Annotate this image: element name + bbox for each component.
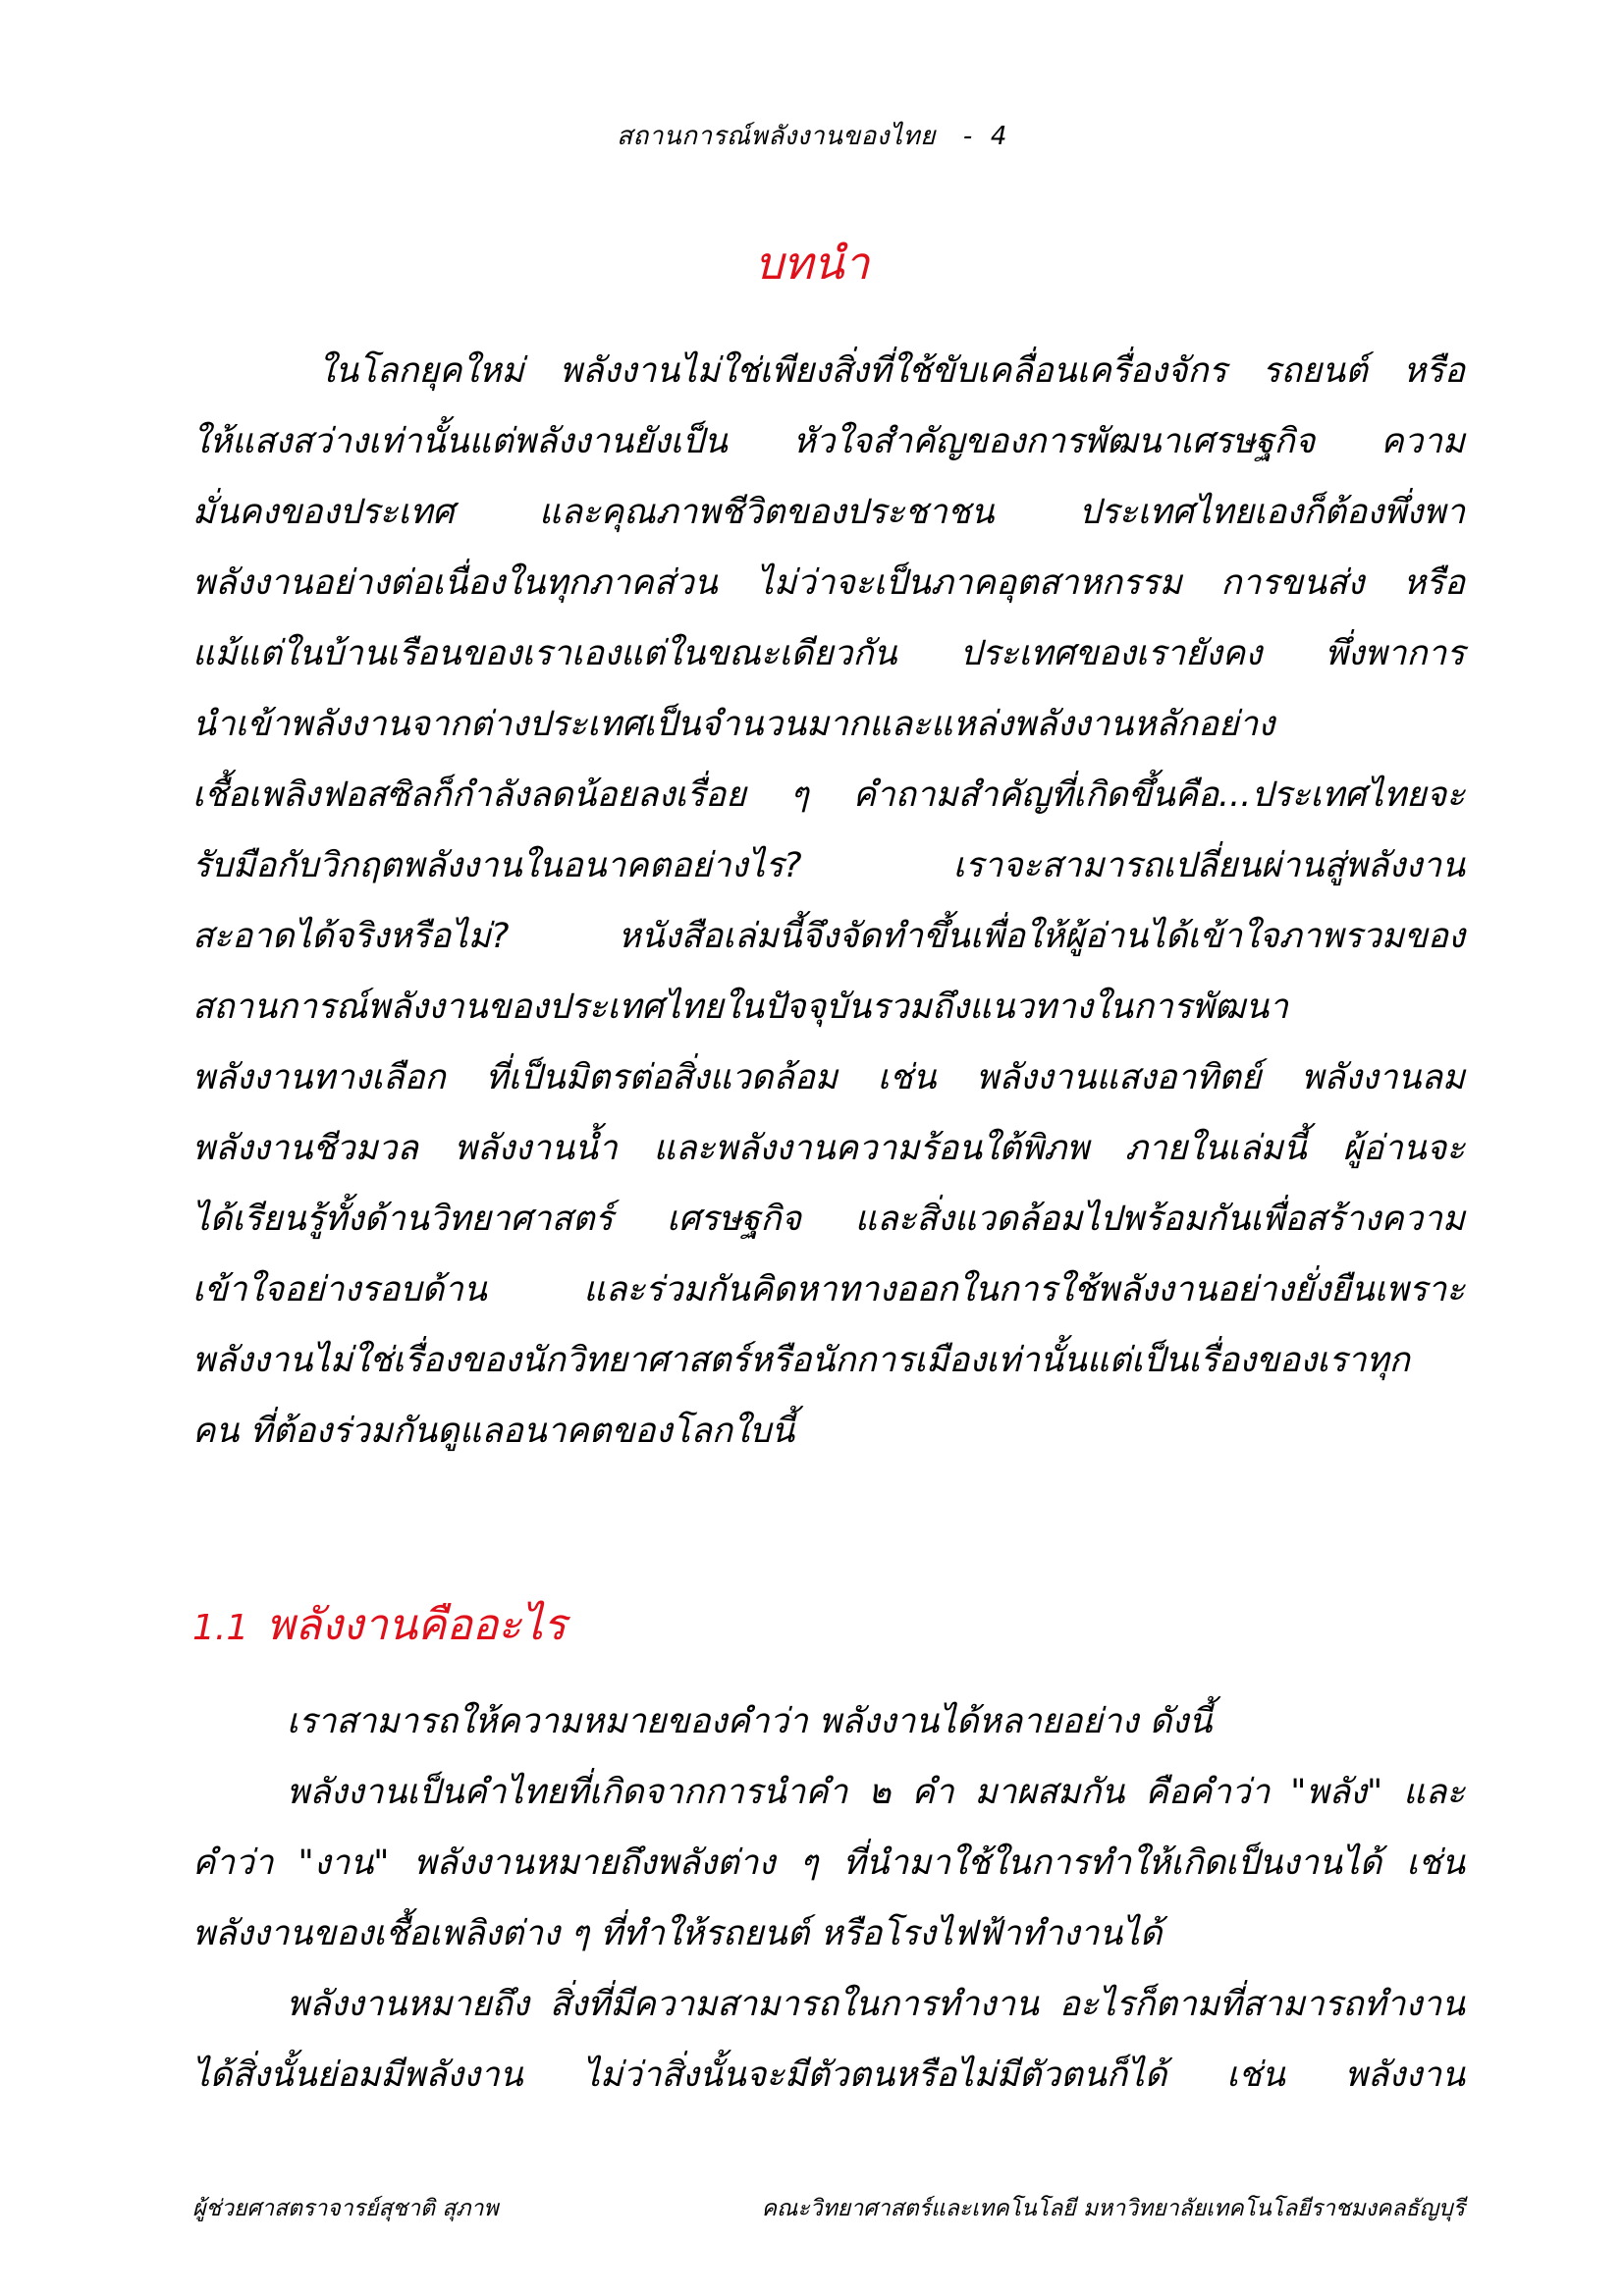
paragraph-line: ให้แสงสว่างเท่านั้นแต่พลังงานยังเป็น หัวใจสำคัญของการพัฒนาเศรษฐกิจ ความ: [192, 422, 1465, 461]
header-separator: -: [962, 122, 973, 151]
paragraph-line: พลังงานไม่ใช่เรื่องของนักวิทยาศาสตร์หรือนักการเมืองเท่านั้นแต่เป็นเรื่องของเราทุก: [192, 1341, 1410, 1380]
paragraph-line: เชื้อเพลิงฟอสซิลก็กำลังลดน้อยลงเรื่อย ๆ คำถามสำคัญที่เกิดขึ้นคือ...ประเทศไทยจะ: [192, 775, 1465, 815]
page-footer: [192, 2191, 1465, 2226]
paragraph-line: แม้แต่ในบ้านเรือนของเราเองแต่ในขณะเดียวกัน ประเทศของเรายังคง พึ่งพาการ: [192, 634, 1465, 673]
paragraph-line: พลังงานอย่างต่อเนื่องในทุกภาคส่วน ไม่ว่าจะเป็นภาคอุตสาหกรรม การขนส่ง หรือ: [192, 563, 1465, 603]
section-number: 1.1: [192, 1608, 249, 1648]
intro-paragraph: [192, 336, 1465, 1467]
paragraph-line: คน ที่ต้องร่วมกันดูแลอนาคตของโลกใบนี้: [192, 1412, 795, 1451]
paragraph-line: คำว่า "งาน" พลังงานหมายถึงพลังต่าง ๆ ที่นำมาใช้ในการทำให้เกิดเป็นงานได้ เช่น: [192, 1843, 1465, 1883]
paragraph-line: ได้สิ่งนั้นย่อมมีพลังงาน ไม่ว่าสิ่งนั้นจะมีตัวตนหรือไม่มีตัวตนก็ได้ เช่น พลังงาน: [192, 2056, 1465, 2095]
paragraph-line: นำเข้าพลังงานจากต่างประเทศเป็นจำนวนมากและแหล่งพลังงานหลักอย่าง: [192, 705, 1275, 744]
paragraph-line: พลังงานทางเลือก ที่เป็นมิตรต่อสิ่งแวดล้อม เช่น พลังงานแสงอาทิตย์ พลังงานลม: [192, 1058, 1465, 1097]
footer-affiliation: คณะวิทยาศาสตร์และเทคโนโลยี มหาวิทยาลัยเทคโนโลยีราชมงคลธัญบุรี: [761, 2196, 1465, 2221]
footer-author: ผู้ช่วยศาสตราจารย์สุชาติ สุภาพ: [192, 2196, 499, 2221]
running-header: [0, 116, 1624, 156]
paragraph-line: พลังงานชีวมวล พลังงานน้ำ และพลังงานความร้อนใต้พิภพ ภายในเล่มนี้ ผู้อ่านจะ: [192, 1129, 1465, 1168]
section-title: พลังงานคืออะไร: [266, 1600, 567, 1650]
paragraph-line: พลังงานเป็นคำไทยที่เกิดจากการนำคำ ๒ คำ มาผสมกัน คือคำว่า "พลัง" และ: [287, 1773, 1465, 1812]
chapter-title: บทนำ: [754, 237, 870, 290]
paragraph-line: ได้เรียนรู้ทั้งด้านวิทยาศาสตร์ เศรษฐกิจ และสิ่งแวดล้อมไปพร้อมกันเพื่อสร้างความ: [192, 1200, 1465, 1239]
paragraph-line: เราสามารถให้ความหมายของคำว่า พลังงานได้หลายอย่าง ดังนี้: [287, 1702, 1213, 1741]
section-paragraph: [192, 1686, 1465, 2110]
section-heading: [192, 1590, 567, 1659]
paragraph-line: สะอาดได้จริงหรือไม่? หนังสือเล่มนี้จึงจัดทำขึ้นเพื่อให้ผู้อ่านได้เข้าใจภาพรวมของ: [192, 917, 1465, 956]
paragraph-line: เข้าใจอย่างรอบด้าน และร่วมกันคิดหาทางออกในการใช้พลังงานอย่างยั่งยืนเพราะ: [192, 1270, 1465, 1309]
page-number: 4: [990, 122, 1007, 151]
running-title: สถานการณ์พลังงานของไทย: [617, 122, 936, 151]
paragraph-line: รับมือกับวิกฤตพลังงานในอนาคตอย่างไร? เราจะสามารถเปลี่ยนผ่านสู่พลังงาน: [192, 846, 1465, 885]
paragraph-line: สถานการณ์พลังงานของประเทศไทยในปัจจุบันรวมถึงแนวทางในการพัฒนา: [192, 988, 1288, 1027]
paragraph-line: ในโลกยุคใหม่ พลังงานไม่ใช่เพียงสิ่งที่ใช้ขับเคลื่อนเครื่องจักร รถยนต์ หรือ: [318, 351, 1465, 391]
paragraph-line: พลังงานหมายถึง สิ่งที่มีความสามารถในการทำงาน อะไรก็ตามที่สามารถทำงาน: [287, 1985, 1465, 2024]
paragraph-line: พลังงานของเชื้อเพลิงต่าง ๆ ที่ทำให้รถยนต์ หรือโรงไฟฟ้าทำงานได้: [192, 1914, 1163, 1953]
paragraph-line: มั่นคงของประเทศ และคุณภาพชีวิตของประชาชน ประเทศไทยเองก็ต้องพึ่งพา: [192, 493, 1465, 532]
